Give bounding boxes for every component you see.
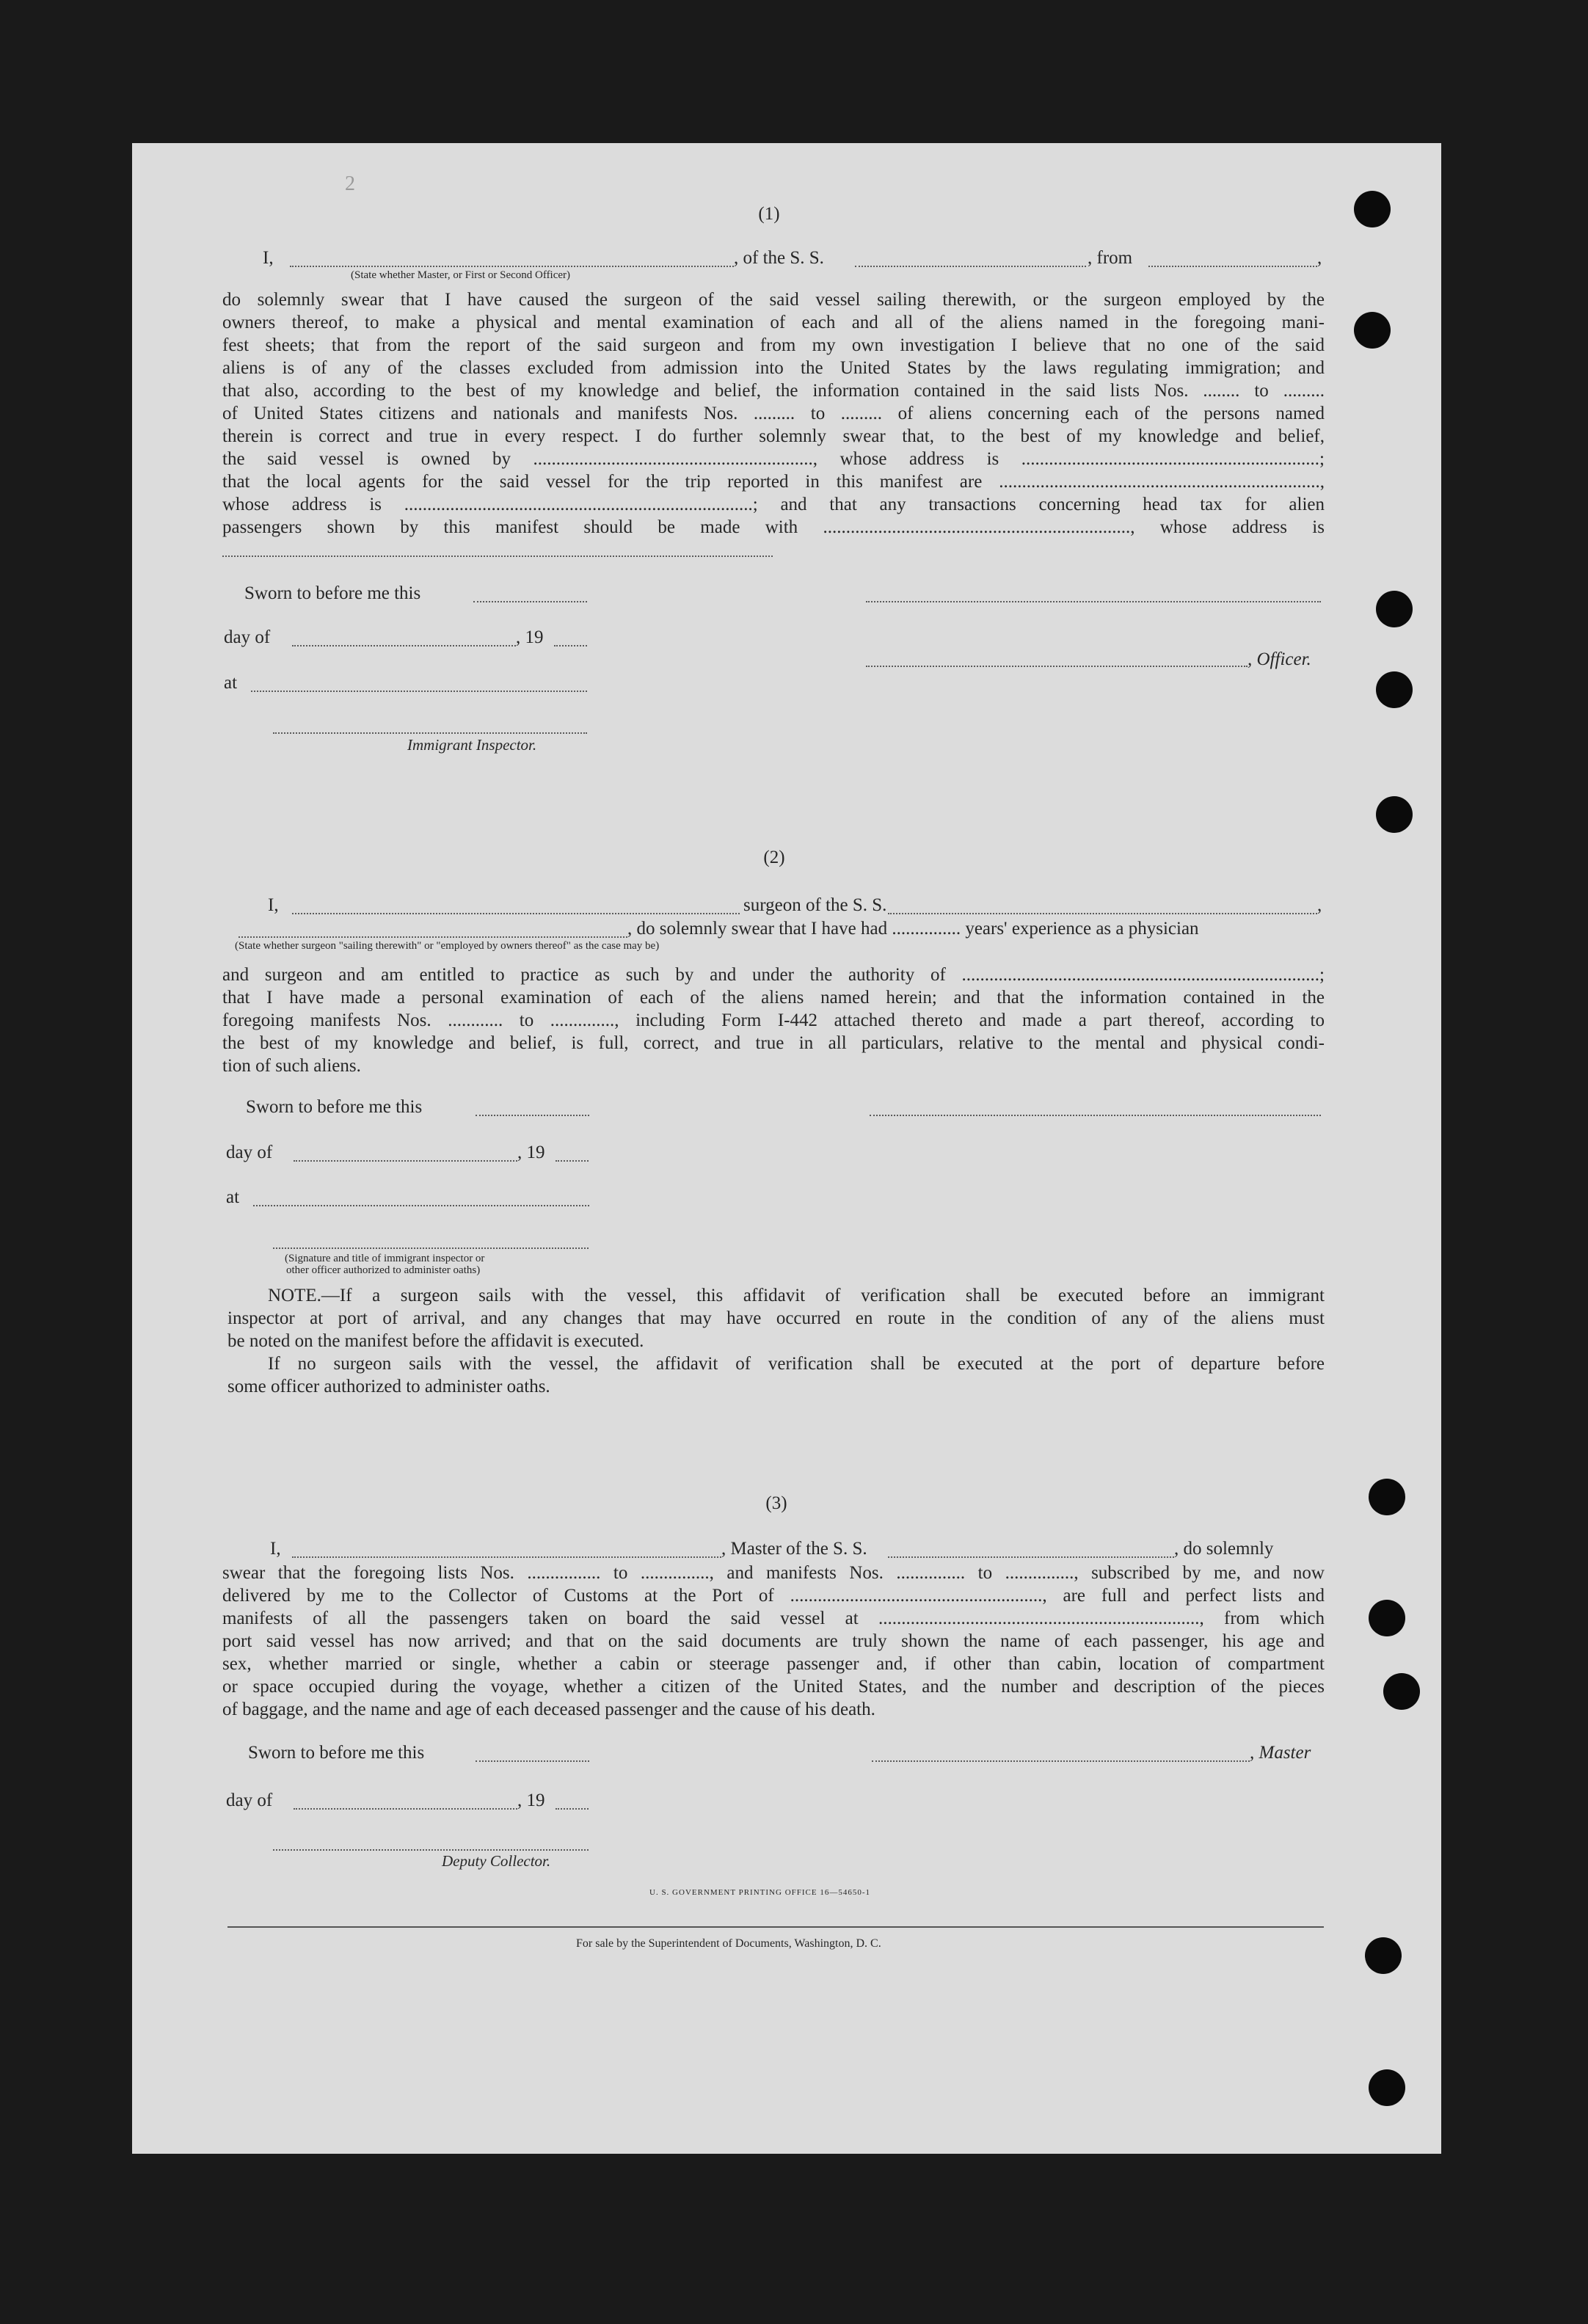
- year-field[interactable]: [554, 645, 587, 646]
- binder-hole: [1369, 1600, 1405, 1636]
- section-1-line: therein is correct and true in every respect. I do further solemnly swear that, to the best of my knowledge and belief,: [222, 426, 1325, 446]
- section-1-line: aliens is of any of the classes excluded from admission into the United States by the laws regulating immigration; and: [222, 358, 1325, 378]
- note-line: If no surgeon sails with the vessel, the affidavit of verification shall be executed at the port of departure before: [268, 1354, 1325, 1374]
- section-1-number: (1): [758, 204, 780, 224]
- administering-officer-signature-field[interactable]: [273, 1247, 589, 1249]
- signature-note-line-1: (Signature and title of immigrant inspector or: [285, 1253, 485, 1264]
- master-vessel-field[interactable]: [888, 1556, 1174, 1558]
- section-3-line: port said vessel has now arrived; and that on the said documents are truly shown the name of each passenger, his age and: [222, 1631, 1325, 1651]
- section-1-line: the said vessel is owned by ............................................................., whose address is .................................................................;: [222, 449, 1325, 469]
- note-line: inspector at port of arrival, and any changes that may have occurred en route in the condition of any of the aliens must: [227, 1308, 1325, 1328]
- day-of-field[interactable]: [294, 1160, 517, 1162]
- section-2-i: I,: [268, 895, 279, 915]
- of-the-ss: , of the S. S.: [734, 248, 824, 268]
- section-3-line: or space occupied during the voyage, whether a citizen of the United States, and the number and description of the pieces: [222, 1677, 1325, 1697]
- master-of-ss: , Master of the S. S.: [721, 1539, 867, 1559]
- day-of-label: day of: [226, 1791, 273, 1810]
- section-3-i: I,: [270, 1539, 281, 1559]
- comma: ,: [1317, 248, 1322, 268]
- day-of-field[interactable]: [294, 1808, 517, 1810]
- from-label: , from: [1088, 248, 1133, 268]
- head-tax-address-field[interactable]: [222, 555, 773, 557]
- nineteen-label: , 19: [517, 1143, 545, 1162]
- binder-hole: [1376, 671, 1413, 708]
- binder-hole: [1354, 191, 1391, 227]
- section-3-line: manifests of all the passengers taken on board the said vessel at ......................................................................, from which: [222, 1609, 1325, 1628]
- section-1-line: that also, according to the best of my knowledge and belief, the information contained in the said lists Nos. ........ to .........: [222, 381, 1325, 401]
- surgeon-status-note: (State whether surgeon "sailing therewith" or "employed by owners thereof" as the case may be): [235, 940, 660, 952]
- master-name-field[interactable]: [292, 1556, 721, 1558]
- surgeon-name-field[interactable]: [292, 913, 740, 914]
- section-3-line: swear that the foregoing lists Nos. ................ to ..............., and manifests Nos. ............... to ..............., subscribed by me, and now: [222, 1563, 1325, 1583]
- inspector-signature-field[interactable]: [273, 732, 587, 734]
- surgeon-of-ss: surgeon of the S. S.: [743, 895, 887, 915]
- binder-hole: [1383, 1673, 1420, 1710]
- binder-hole: [1369, 1479, 1405, 1515]
- binder-hole: [1376, 591, 1413, 627]
- swear-experience-line: , do solemnly swear that I have had ............... years' experience as a physician: [627, 919, 1199, 939]
- for-sale-line: For sale by the Superintendent of Documents, Washington, D. C.: [576, 1937, 881, 1950]
- collector-signature-field[interactable]: [273, 1849, 589, 1851]
- section-1-line: do solemnly swear that I have caused the surgeon of the said vessel sailing therewith, or the surgeon employed by the: [222, 290, 1325, 310]
- section-2-line: the best of my knowledge and belief, is full, correct, and true in all particulars, relative to the mental and physical condi-: [222, 1033, 1325, 1053]
- sworn-label: Sworn to before me this: [244, 583, 421, 603]
- sworn-date-field[interactable]: [473, 601, 587, 602]
- surgeon-vessel-field[interactable]: [888, 913, 1317, 914]
- master-label: , Master: [1250, 1743, 1311, 1763]
- section-2-line: foregoing manifests Nos. ............ to .............., including Form I-442 attached thereto and made a part thereof, according to: [222, 1010, 1325, 1030]
- section-2-line: that I have made a personal examination of each of the aliens named herein; and that the information contained in the: [222, 988, 1325, 1008]
- deputy-collector-label: Deputy Collector.: [442, 1852, 551, 1870]
- year-field[interactable]: [556, 1808, 589, 1810]
- section-3-line: sex, whether married or single, whether a cabin or steerage passenger and, if other than cabin, location of compartment: [222, 1654, 1325, 1674]
- sworn-date-field[interactable]: [476, 1760, 589, 1762]
- footer-rule: [227, 1926, 1324, 1928]
- binder-hole: [1365, 1937, 1402, 1974]
- binder-hole: [1369, 2069, 1405, 2106]
- state-whether-master-note: (State whether Master, or First or Second Officer): [351, 269, 571, 281]
- section-3-line: of baggage, and the name and age of each deceased passenger and the cause of his death.: [222, 1700, 875, 1719]
- section-3-number: (3): [765, 1493, 787, 1513]
- section-2-line: and surgeon and am entitled to practice as such by and under the authority of ..............................................................................;: [222, 965, 1325, 985]
- section-1-line: whose address is ............................................................................; and that any transactions concerning head tax for alien: [222, 495, 1325, 514]
- printing-office-line: U. S. GOVERNMENT PRINTING OFFICE 16—54650-1: [649, 1888, 871, 1897]
- section-2-number: (2): [763, 848, 785, 867]
- from-port-field[interactable]: [1148, 266, 1317, 267]
- note-line: NOTE.—If a surgeon sails with the vessel, this affidavit of verification shall be executed before an immigrant: [268, 1286, 1325, 1305]
- page-number: 2: [345, 172, 355, 195]
- section-3-line: delivered by me to the Collector of Customs at the Port of ......................................................., are full and perfect lists and: [222, 1586, 1325, 1606]
- section-1-line: of United States citizens and nationals and manifests Nos. ......... to ......... of aliens concerning each of the persons named: [222, 404, 1325, 423]
- surgeon-signature-field[interactable]: [870, 1115, 1321, 1116]
- at-place-field[interactable]: [251, 691, 587, 692]
- section-1-line: owners thereof, to make a physical and mental examination of each and all of the aliens named in the foregoing mani-: [222, 313, 1325, 332]
- at-place-field[interactable]: [253, 1205, 589, 1206]
- day-of-field[interactable]: [292, 645, 516, 646]
- day-of-label: day of: [226, 1143, 273, 1162]
- section-1-line: passengers shown by this manifest should be made with ..................................................................., whose address is: [222, 517, 1325, 537]
- officer-label: , Officer.: [1248, 649, 1311, 669]
- year-field[interactable]: [556, 1160, 589, 1162]
- comma: ,: [1317, 895, 1322, 915]
- vessel-name-field[interactable]: [855, 266, 1086, 267]
- immigrant-inspector-label: Immigrant Inspector.: [407, 736, 537, 754]
- at-label: at: [224, 673, 238, 693]
- do-solemnly: , do solemnly: [1174, 1539, 1274, 1559]
- sworn-label: Sworn to before me this: [248, 1743, 425, 1763]
- officer-name-field[interactable]: [290, 266, 734, 267]
- nineteen-label: , 19: [517, 1791, 545, 1810]
- surgeon-status-field[interactable]: [238, 936, 627, 938]
- signature-note-line-2: other officer authorized to administer oaths): [286, 1264, 481, 1276]
- sworn-label: Sworn to before me this: [246, 1097, 423, 1117]
- section-2-line: tion of such aliens.: [222, 1056, 361, 1076]
- sworn-date-field[interactable]: [476, 1115, 589, 1116]
- note-line: some officer authorized to administer oaths.: [227, 1377, 550, 1396]
- master-signature-field[interactable]: [872, 1760, 1250, 1762]
- section-1-line: fest sheets; that from the report of the said surgeon and from my own investigation I believe that no one of the said: [222, 335, 1325, 355]
- section-1-i: I,: [263, 248, 274, 268]
- day-of-label: day of: [224, 627, 271, 647]
- nineteen-label: , 19: [516, 627, 544, 647]
- officer-signature-field[interactable]: [866, 601, 1321, 602]
- section-1-line: that the local agents for the said vessel for the trip reported in this manifest are ......................................................................,: [222, 472, 1325, 492]
- officer-title-field[interactable]: [866, 666, 1248, 667]
- binder-hole: [1354, 312, 1391, 349]
- at-label: at: [226, 1187, 240, 1207]
- note-line: be noted on the manifest before the affidavit is executed.: [227, 1331, 644, 1351]
- binder-hole: [1376, 796, 1413, 833]
